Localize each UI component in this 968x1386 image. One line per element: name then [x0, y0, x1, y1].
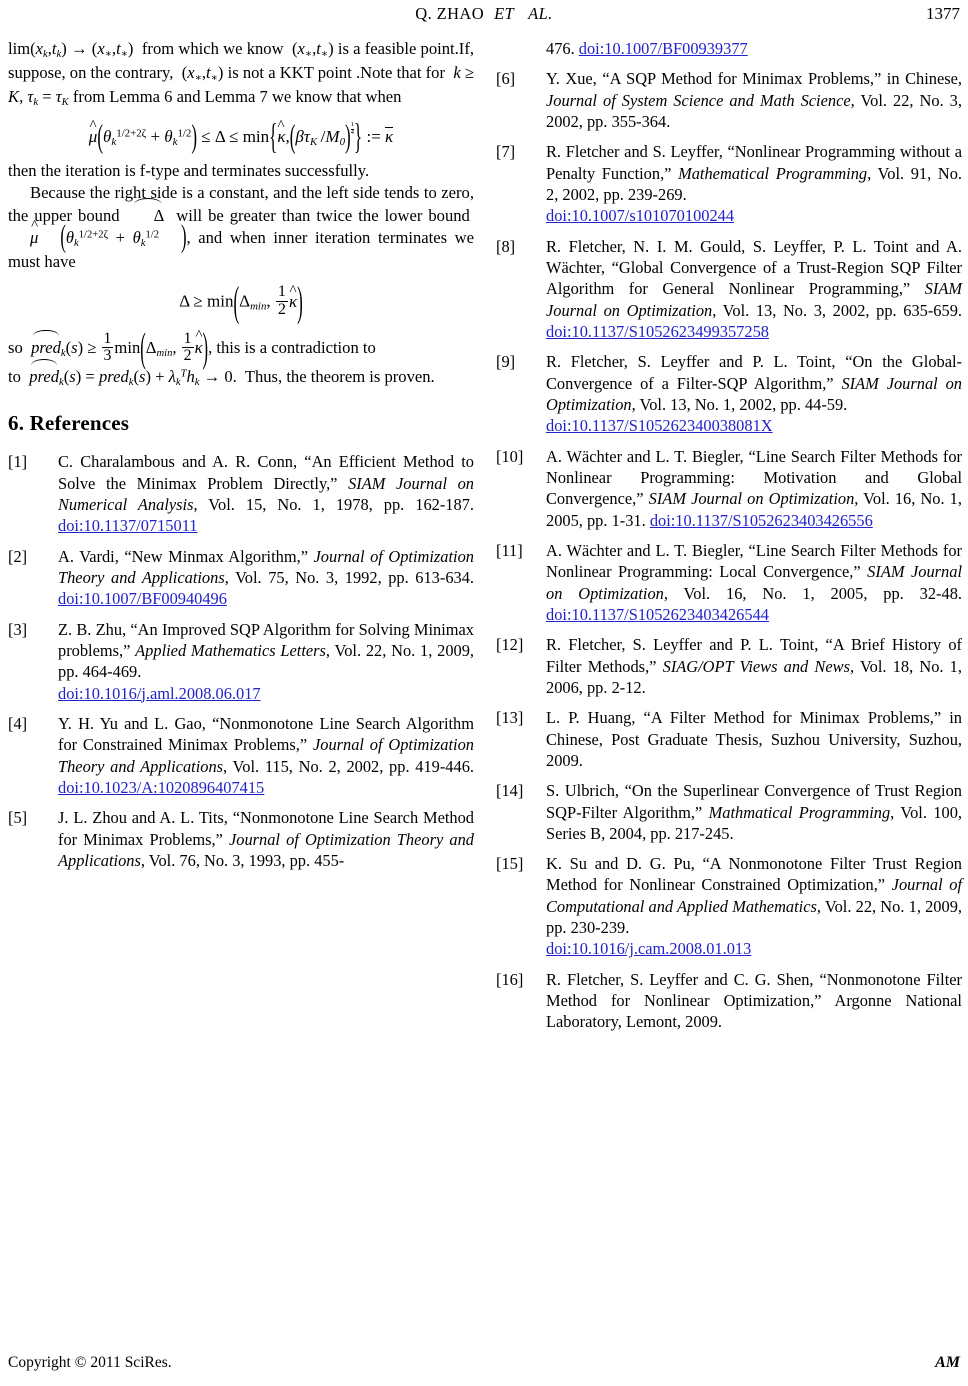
reference-item [496, 68, 962, 132]
doi-link[interactable]: doi:10.1137/S1052623499357258 [546, 321, 769, 341]
reference-text: , Vol. 75, No. 3, 1992, pp. 613-634. [224, 567, 474, 587]
proof-text-3a: , this is a contradiction to [208, 337, 376, 357]
reference-number: [1] [8, 452, 28, 472]
proof-text-2a: Because the right side is a constant, and the left side tends to zero, the upper bound [8, 182, 474, 226]
reference-text: , Vol. 22, No. 3, 2002, pp. 355-364. [546, 90, 962, 131]
proof-text-2b: will be greater than twice the lower bound [176, 206, 470, 226]
reference-text: J. L. Zhou and A. L. Tits, “Nonmonotone Line Search Method for Minimax Problems,” [58, 808, 474, 849]
reference-item [496, 38, 962, 59]
reference-text: R. Fletcher, S. Leyffer and P. L. Toint, “A Brief History of Filter Methods,” [546, 635, 962, 676]
doi-link[interactable]: doi:10.1137/S1052623403426544 [546, 604, 769, 624]
reference-item [496, 707, 962, 771]
reference-number: [14] [496, 781, 524, 801]
reference-text: , Vol. 13, No. 3, 2002, pp. 635-659. [712, 300, 962, 320]
reference-text: Y. H. Yu and L. Gao, “Nonmonotone Line Search Algorithm for Constrained Minimax Problems,” [58, 713, 474, 755]
reference-number: [7] [496, 142, 516, 162]
reference-text: R. Fletcher, S. Leyffer and P. L. Toint, “On the Global-Convergence of a Filter-SQP Algorithm,” [546, 352, 962, 393]
reference-journal-title: Mathematical Programming [678, 163, 868, 183]
math-inline-k-geq-K: k ≥ K, $\tau_k = \tau_K$ [8, 62, 475, 109]
running-head-title [8, 4, 960, 24]
reference-number: [12] [496, 635, 524, 655]
journal-abbreviation: AM [935, 1354, 960, 1371]
doi-link[interactable]: doi:10.1016/j.aml.2008.06.017 [58, 683, 261, 703]
reference-text: Z. B. Zhu, “An Improved SQP Algorithm for Solving Minimax problems,” [58, 619, 474, 660]
reference-text: , Vol. 22, No. 1, 2009, pp. 464-469. [58, 640, 474, 682]
reference-journal-title: Journal of Computational and Applied Mathematics [546, 875, 962, 916]
reference-text: R. Fletcher and S. Leyffer, “Nonlinear Programming without a Penalty Function,” [546, 142, 962, 183]
reference-text: , Vol. 76, No. 3, 1993, pp. 455- [140, 850, 345, 870]
doi-link[interactable]: doi:10.1016/j.cam.2008.01.013 [546, 939, 752, 959]
running-head-al: AL. [528, 4, 553, 23]
reference-text: , Vol. 15, No. 1, 1978, pp. 162-187. [193, 494, 474, 514]
reference-item [496, 780, 962, 844]
proof-text-1d: from Lemma 6 and Lemma 7 we know that when [72, 86, 402, 106]
reference-text: S. Ulbrich, “On the Superlinear Convergence of Trust Region SQP-Filter Algorithm,” [546, 781, 962, 822]
reference-text: C. Charalambous and A. R. Conn, “An Efficient Method to Solve the Minimax Problem Directly,” [58, 452, 474, 493]
after-equation-1-text: then the iteration is f-type and terminates successfully. [8, 161, 370, 181]
reference-text: R. Fletcher, S. Leyffer and C. G. Shen, “Nonmonotone Filter Method for Nonlinear Optimization,” Argonne National Laboratory, Lemont, 2009. [546, 969, 962, 1032]
reference-journal-title: SIAM Journal on Optimization [546, 562, 962, 603]
equation-2: $\Delta \ge \min(\Delta_{min}$, $\frac{1}{2}$ κ ^) [8, 284, 474, 318]
reference-journal-title: SIAM Journal on Optimization [546, 373, 962, 414]
reference-text: A. Wächter and L. T. Biegler, “Line Search Filter Methods for Nonlinear Programming: Motivation and Global Convergence,” [546, 446, 962, 509]
doi-link[interactable]: doi:10.1023/A:1020896407415 [58, 777, 265, 797]
reference-journal-title: Journal of Optimization Theory and Applications [58, 546, 474, 587]
reference-journal-title: Journal of Optimization Theory and Applications [58, 735, 474, 776]
proof-text-1c: is not a KKT point .Note that for [227, 62, 445, 82]
reference-number: [16] [496, 969, 524, 989]
reference-item [496, 141, 962, 226]
reference-number: [3] [8, 619, 28, 639]
reference-text: L. P. Huang, “A Filter Method for Minimax Problems,” in Chinese, Post Graduate Thesis, Suzhou University, Suzhou, 2009. [546, 708, 962, 770]
reference-item [496, 853, 962, 960]
doi-link[interactable]: doi:10.1137/S105262340038081X [546, 416, 773, 436]
page-number: 1377 [926, 4, 960, 23]
section-heading-references: 6. References [8, 411, 130, 436]
page-footer [8, 1354, 960, 1372]
running-head-author: Q. ZHAO [415, 4, 485, 23]
left-column [8, 38, 474, 880]
proof-paragraph-3 [8, 323, 474, 371]
reference-journal-title: SIAG/OPT Views and News [662, 656, 850, 676]
equation-1: μ $\^{}(\theta_k^{1/2+2\zeta} + \theta_k^{1/2}) \le \Delta \le \min\{\kappa$ $\^{},(\beta\tau_K$ $/M_0$) $^{\frac{1}{4}}$ } := κ [8, 122, 474, 148]
math-inline-xstar-1: $(x_∗,t_∗)$ [292, 39, 334, 61]
copyright-text: Copyright © 2011 SciRes. [8, 1354, 172, 1371]
reference-item [496, 969, 962, 1033]
reference-text: , Vol. 100, Series B, 2004, pp. 217-245. [546, 802, 962, 843]
reference-number: [11] [496, 540, 523, 560]
reference-item [496, 236, 962, 343]
proof-text-so: so [8, 337, 23, 357]
proof-text-1b: is a feasible point.If, suppose, on the contrary, [8, 39, 475, 82]
reference-item [8, 546, 474, 610]
reference-text: R. Fletcher, N. I. M. Gould, S. Leyffer, P. L. Toint and A. Wächter, “Global Convergence of a Trust-Region SQP Filter Algorithm for General Nonlinear Programming,” [546, 236, 962, 299]
reference-text: , Vol. 91, No. 2, 2002, pp. 239-269. [546, 163, 962, 204]
math-inline-pred-1: pred$_k$(s) ≥ $\frac{1}{3}$ $\min(\Delta_{min}$, $\frac{1}{2}$ κ ^) [31, 338, 208, 357]
reference-number: [10] [496, 446, 524, 466]
reference-item [8, 713, 474, 798]
reference-journal-title: SIAM Journal on Optimization [546, 279, 962, 320]
reference-number: [6] [496, 69, 516, 89]
doi-link[interactable]: doi:10.1007/BF00939377 [578, 39, 748, 58]
math-inline-xstar-2: $(x_∗,t_∗)$ [181, 62, 224, 85]
proof-paragraph-2 [8, 182, 474, 273]
reference-list-right [496, 38, 962, 1033]
reference-journal-title: SIAM Journal on Optimization [648, 489, 855, 509]
doi-link[interactable]: doi:10.1137/0715011 [58, 516, 198, 536]
running-head [8, 4, 960, 28]
doi-link[interactable]: doi:10.1007/s101070100244 [546, 206, 735, 226]
reference-item [496, 540, 962, 625]
reference-journal-title: Journal of System Science and Math Science [546, 90, 851, 110]
proof-text-to: to [8, 367, 21, 387]
reference-list-left [8, 451, 474, 871]
reference-item [496, 351, 962, 436]
math-inline-pred-2: pred$_k$(s) = pred$_k$(s) + $\lambda_k^Th_k \to 0$. [29, 367, 237, 386]
proof-text-2c: , and when inner iteration terminates we must have [8, 227, 475, 271]
proof-text-1a: from which we know [141, 39, 284, 58]
reference-number: [15] [496, 854, 524, 874]
reference-item [496, 446, 962, 531]
reference-text: , Vol. 115, No. 2, 2002, pp. 419-446. [223, 756, 474, 776]
doi-link[interactable]: doi:10.1137/S1052623403426556 [649, 510, 873, 530]
reference-text: , Vol. 13, No. 1, 2002, pp. 44-59. [631, 394, 848, 414]
reference-item [8, 451, 474, 536]
reference-number: [13] [496, 708, 524, 728]
running-head-et: ET [494, 4, 515, 23]
proof-text-3b: Thus, the theorem is proven. [244, 367, 435, 387]
reference-text: , Vol. 18, No. 1, 2006, pp. 2-12. [546, 656, 962, 697]
proof-paragraph-4 [8, 364, 474, 390]
reference-item [8, 619, 474, 704]
reference-journal-title: SIAM Journal on Numerical Analysis [58, 473, 474, 514]
math-inline-mu-theta: μ ^ ($\theta_k^{1/2+2\zeta} + \theta_k^{1/2}$ ) [8, 228, 187, 247]
math-inline-lim: $\lim(x_k,t_k) \to (x_∗,t_∗)$ [8, 39, 134, 61]
reference-item [496, 634, 962, 698]
reference-text: A. Vardi, “New Minmax Algorithm,” [58, 546, 314, 566]
reference-item [8, 807, 474, 871]
math-inline-delta-hat: Δ [132, 203, 165, 227]
proof-paragraph-1 [8, 38, 474, 110]
reference-number: [2] [8, 546, 28, 566]
reference-text: , Vol. 16, No. 1, 2005, pp. 1-31. [546, 489, 962, 530]
reference-text: , Vol. 16, No. 1, 2005, pp. 32-48. [663, 583, 962, 603]
reference-number: [9] [496, 352, 516, 372]
right-column [496, 38, 962, 1042]
reference-text: A. Wächter and L. T. Biegler, “Line Search Filter Methods for Nonlinear Programming: Local Convergence,” [546, 540, 962, 582]
reference-journal-title: Mathmatical Programming [708, 802, 891, 822]
doi-link[interactable]: doi:10.1007/BF00940496 [58, 589, 227, 609]
reference-number: [5] [8, 808, 28, 828]
reference-text: Y. Xue, “A SQP Method for Minimax Problems,” in Chinese, [546, 69, 962, 89]
reference-text: , Vol. 22, No. 1, 2009, pp. 230-239. [546, 896, 962, 938]
reference-journal-title: Journal of Optimization Theory and Applications [58, 829, 474, 870]
reference-text: K. Su and D. G. Pu, “A Nonmonotone Filter Trust Region Method for Nonlinear Constrained Optimization,” [546, 854, 962, 895]
reference-journal-title: Applied Mathematics Letters [135, 640, 326, 660]
reference-number: [4] [8, 713, 28, 733]
reference-text: 476. [546, 39, 579, 58]
reference-number: [8] [496, 236, 516, 256]
